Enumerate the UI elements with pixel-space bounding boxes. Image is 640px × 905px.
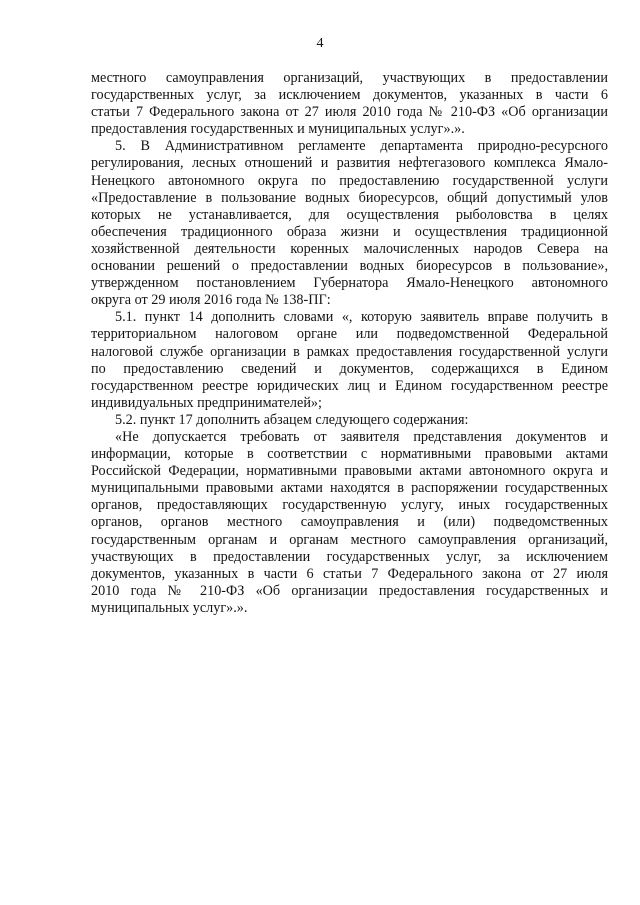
text-line: налоговой службе организации в рамках предоставления государственной услуги <box>91 343 608 360</box>
text-line: основании решений о предоставлении водных биоресурсов в пользование», <box>91 258 608 275</box>
text-line: 5.1. пункт 14 дополнить словами «, которую заявитель вправе получить в <box>115 309 608 326</box>
text-line: государственном реестре юридических лиц и Едином государственном реестре <box>91 377 608 394</box>
text-line: муниципальными правовыми актами находятся в распоряжении государственных <box>91 480 608 497</box>
text-line: местного самоуправления организаций, участвующих в предоставлении <box>91 70 608 86</box>
text-line: участвующих в предоставлении государственных услуг, за исключением <box>91 548 608 565</box>
text-line: органов, органов местного самоуправления и (или) подведомственных <box>91 514 608 531</box>
text-line: 2010 года № 210-ФЗ «Об организации предоставления государственных и <box>91 582 608 599</box>
text-line: регулирования, лесных отношений и развития нефтегазового комплекса Ямало- <box>91 155 608 172</box>
text-line: Российской Федерации, нормативными правовыми актами автономного округа и <box>91 463 608 480</box>
text-line: «Предоставление в пользование водных биоресурсов, общий допустимый улов <box>91 189 608 206</box>
page-number: 4 <box>316 36 324 51</box>
text-line: «Не допускается требовать от заявителя представления документов и <box>115 428 608 445</box>
text-line: 5. В Административном регламенте департамента природно-ресурсного <box>115 138 608 155</box>
text-line: Ненецкого автономного округа по предоставлению государственной услуги <box>91 172 608 189</box>
text-line: по предоставлению сведений и документов, содержащихся в Едином <box>91 360 608 377</box>
text-line: государственных услуг, за исключением документов, указанных в части 6 <box>91 87 608 104</box>
text-line: муниципальных услуг».». <box>91 599 248 616</box>
text-line: органов, предоставляющих государственную услугу, иных государственных <box>91 497 608 514</box>
text-line: округа от 29 июля 2016 года № 138-ПГ: <box>91 292 331 309</box>
text-line: хозяйственной деятельности коренных малочисленных народов Севера на <box>91 240 608 257</box>
text-line: которых не устанавливается, для осуществления рыболовства в целях <box>91 206 608 223</box>
text-line: статьи 7 Федерального закона от 27 июля 2010 года № 210-ФЗ «Об организации <box>91 104 608 121</box>
text-line: обеспечения традиционного образа жизни и осуществления традиционной <box>91 223 608 240</box>
text-line: информации, которые в соответствии с нормативными правовыми актами <box>91 446 608 463</box>
text-line: утвержденном постановлением Губернатора Ямало-Ненецкого автономного <box>91 275 608 292</box>
text-line: документов, указанных в части 6 статьи 7 Федерального закона от 27 июля <box>91 565 608 582</box>
text-line: территориальном налоговом органе или подведомственной Федеральной <box>91 326 608 343</box>
document-body <box>91 70 608 617</box>
text-line: предоставления государственных и муниципальных услуг».». <box>91 121 465 138</box>
text-line: государственным органам и органам местного самоуправления организаций, <box>91 531 608 548</box>
text-line: 5.2. пункт 17 дополнить абзацем следующего содержания: <box>115 411 469 428</box>
text-line: индивидуальных предпринимателей»; <box>91 394 322 411</box>
